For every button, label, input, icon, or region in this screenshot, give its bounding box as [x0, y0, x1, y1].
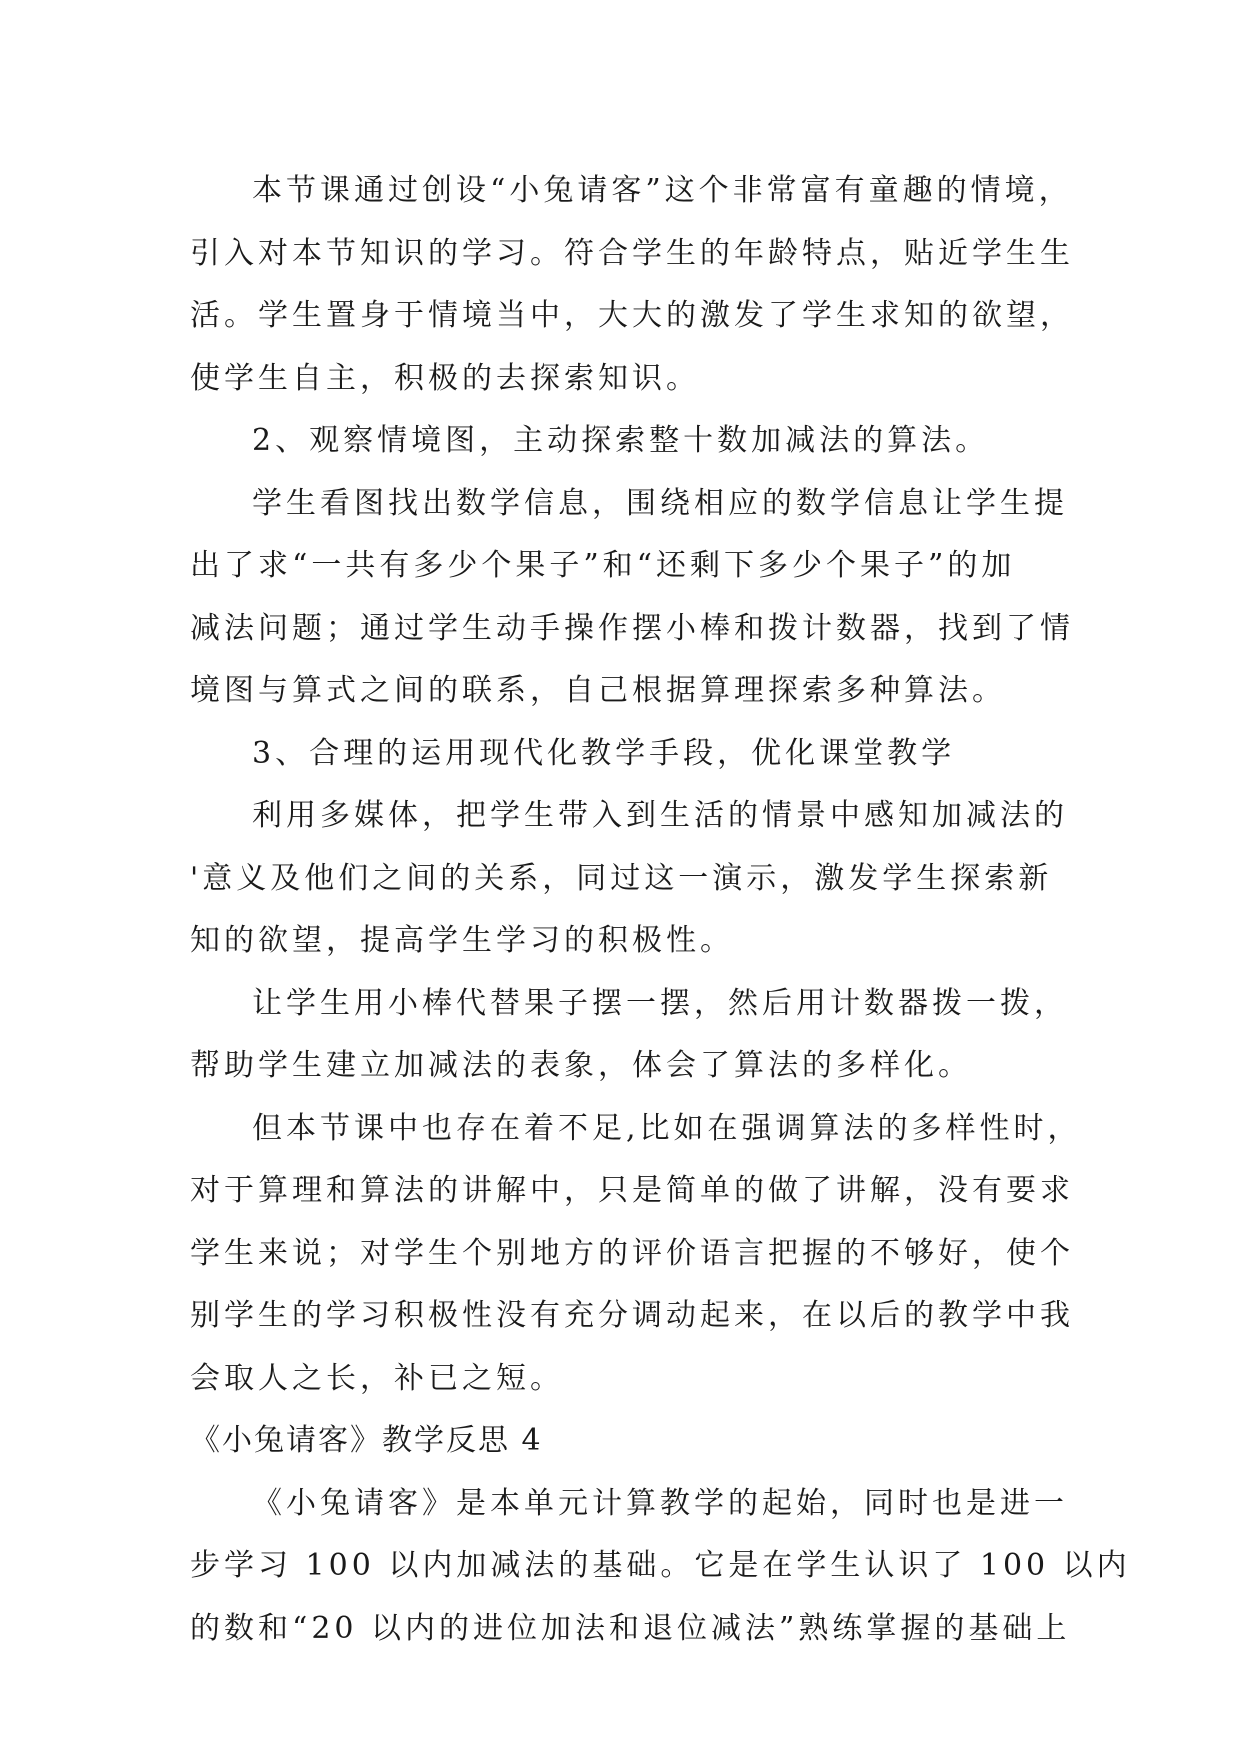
text-line: 步学习 100 以内加减法的基础。它是在学生认识了 100 以内 — [190, 1548, 1131, 1583]
text-line: 引入对本节知识的学习。符合学生的年龄特点，贴近学生生 — [190, 235, 1074, 271]
text-line: 本节课通过创设“小兔请客”这个非常富有童趣的情境， — [252, 173, 1073, 208]
document-body — [190, 160, 1131, 1660]
text-line: 帮助学生建立加减法的表象，体会了算法的多样化。 — [190, 1048, 972, 1083]
text-line: 3、合理的运用现代化教学手段，优化课堂教学 — [252, 735, 956, 771]
text-line: 学生看图找出数学信息，围绕相应的数学信息让学生提 — [252, 485, 1068, 521]
text-line: 让学生用小棒代替果子摆一摆，然后用计数器拨一拨， — [252, 985, 1068, 1021]
text-line: 会取人之长，补已之短。 — [190, 1360, 564, 1396]
text-line: 《小兔请客》是本单元计算教学的起始，同时也是进一 — [252, 1485, 1068, 1521]
text-line: 境图与算式之间的联系，自己根据算理探索多种算法。 — [190, 673, 1006, 708]
text-line: 活。学生置身于情境当中，大大的激发了学生求知的欲望， — [190, 298, 1074, 333]
text-line: 出了求“一共有多少个果子”和“还剩下多少个果子”的加 — [190, 548, 1016, 583]
text-line: 2、观察情境图，主动探索整十数加减法的算法。 — [252, 423, 990, 458]
text-line: 利用多媒体，把学生带入到生活的情景中感知加减法的 — [252, 798, 1068, 833]
text-line: 学生来说；对学生个别地方的评价语言把握的不够好，使个 — [190, 1235, 1074, 1271]
text-line: 对于算理和算法的讲解中，只是简单的做了讲解，没有要求 — [190, 1173, 1074, 1208]
text-line: 减法问题；通过学生动手操作摆小棒和拨计数器，找到了情 — [190, 610, 1074, 646]
text-line: '意义及他们之间的关系，同过这一演示，激发学生探索新 — [190, 860, 1053, 896]
text-line: 的数和“20 以内的进位加法和退位减法”熟练掌握的基础上 — [190, 1610, 1071, 1646]
text-line: 但本节课中也存在着不足,比如在强调算法的多样性时， — [252, 1110, 1082, 1146]
section-heading: 《小兔请客》教学反思 4 — [190, 1423, 543, 1458]
text-line: 使学生自主，积极的去探索知识。 — [190, 360, 700, 396]
text-line: 别学生的学习积极性没有充分调动起来，在以后的教学中我 — [190, 1298, 1074, 1333]
text-line: 知的欲望，提高学生学习的积极性。 — [190, 923, 734, 958]
